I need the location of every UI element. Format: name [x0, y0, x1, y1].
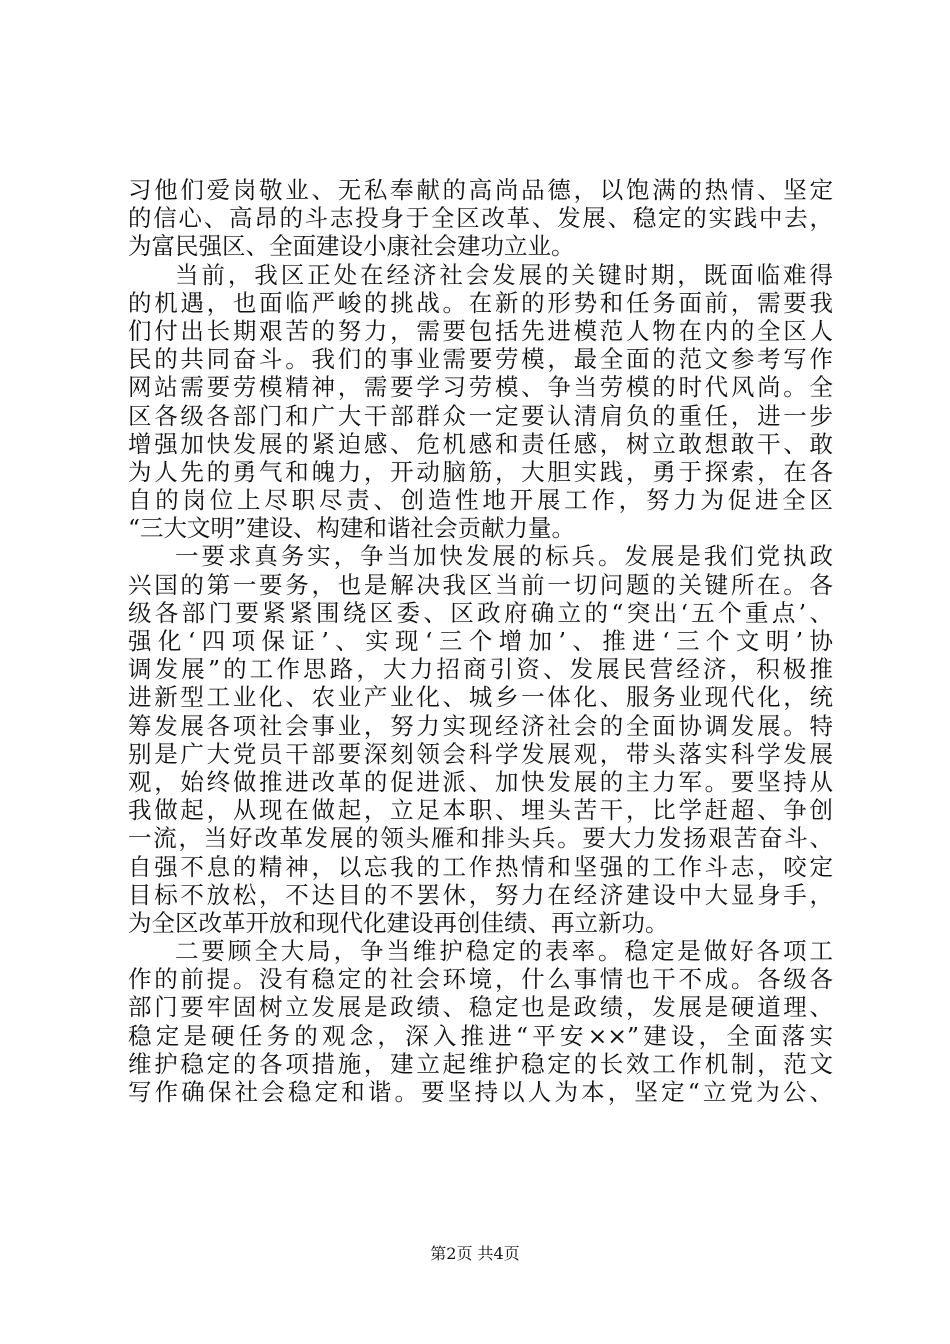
text-line: 一要求真务实，争当加快发展的标兵。发展是我们党执政: [175, 542, 833, 571]
text-line: 一流，当好改革发展的领头雁和排头兵。要大力发扬艰苦奋斗、: [128, 824, 833, 853]
text-line: 为富民强区、全面建设小康社会建功立业。: [128, 232, 575, 261]
text-line: 级各部门要紧紧围绕区委、区政府确立的“突出‘五个重点’、: [128, 598, 833, 627]
text-line: 二要顾全大局，争当维护稳定的表率。稳定是做好各项工: [175, 937, 833, 966]
page-footer: 第2页 共4页: [430, 1244, 520, 1263]
text-line: 的信心、高昂的斗志投身于全区改革、发展、稳定的实践中去，: [128, 204, 833, 233]
text-line: 目标不放松，不达目的不罢休，努力在经济建设中大显身手，: [128, 880, 833, 909]
text-line: 自强不息的精神，以忘我的工作热情和坚强的工作斗志，咬定: [128, 852, 833, 881]
text-line: 稳定是硬任务的观念，深入推进“平安××”建设，全面落实: [128, 1021, 833, 1050]
text-line: 调发展”的工作思路，大力招商引资、发展民营经济，积极推: [128, 655, 833, 684]
text-line: 为全区改革开放和现代化建设再创佳绩、再立新功。: [128, 908, 669, 937]
text-line: 部门要牢固树立发展是政绩、稳定也是政绩，发展是硬道理、: [128, 993, 833, 1022]
text-line: 兴国的第一要务，也是解决我区当前一切问题的关键所在。各: [128, 570, 833, 599]
text-line: 增强加快发展的紧迫感、危机感和责任感，树立敢想敢干、敢: [128, 429, 833, 458]
text-line: “三大文明”建设、构建和谐社会贡献力量。: [128, 514, 576, 543]
text-line: 别是广大党员干部要深刻领会科学发展观，带头落实科学发展: [128, 739, 833, 768]
text-line: 自的岗位上尽职尽责、创造性地开展工作，努力为促进全区: [128, 486, 833, 515]
text-line: 进新型工业化、农业产业化、城乡一体化、服务业现代化，统: [128, 683, 833, 712]
text-line: 维护稳定的各项措施，建立起维护稳定的长效工作机制，范文: [128, 1049, 833, 1078]
text-line: 区各级各部门和广大干部群众一定要认清肩负的重任，进一步: [128, 401, 833, 430]
text-line: 写作确保社会稳定和谐。要坚持以人为本，坚定“立党为公、: [128, 1078, 833, 1106]
text-line: 作的前提。没有稳定的社会环境，什么事情也干不成。各级各: [128, 965, 833, 994]
text-line: 当前，我区正处在经济社会发展的关键时期，既面临难得: [175, 260, 833, 289]
text-line: 强化‘四项保证’、实现‘三个增加’、推进‘三个文明’协: [128, 627, 833, 655]
text-line: 我做起，从现在做起，立足本职、埋头苦干，比学赶超、争创: [128, 796, 833, 825]
text-line: 观，始终做推进改革的促进派、加快发展的主力军。要坚持从: [128, 767, 833, 796]
document-body: [128, 176, 833, 1106]
text-line: 们付出长期艰苦的努力，需要包括先进模范人物在内的全区人: [128, 316, 833, 345]
text-line: 筹发展各项社会事业，努力实现经济社会的全面协调发展。特: [128, 711, 833, 740]
text-line: 网站需要劳模精神，需要学习劳模、争当劳模的时代风尚。全: [128, 373, 833, 402]
text-line: 的机遇，也面临严峻的挑战。在新的形势和任务面前，需要我: [128, 288, 833, 317]
text-line: 为人先的勇气和魄力，开动脑筋，大胆实践，勇于探索，在各: [128, 457, 833, 486]
text-line: 民的共同奋斗。我们的事业需要劳模，最全面的范文参考写作: [128, 345, 833, 374]
text-line: 习他们爱岗敬业、无私奉献的高尚品德，以饱满的热情、坚定: [128, 176, 833, 204]
